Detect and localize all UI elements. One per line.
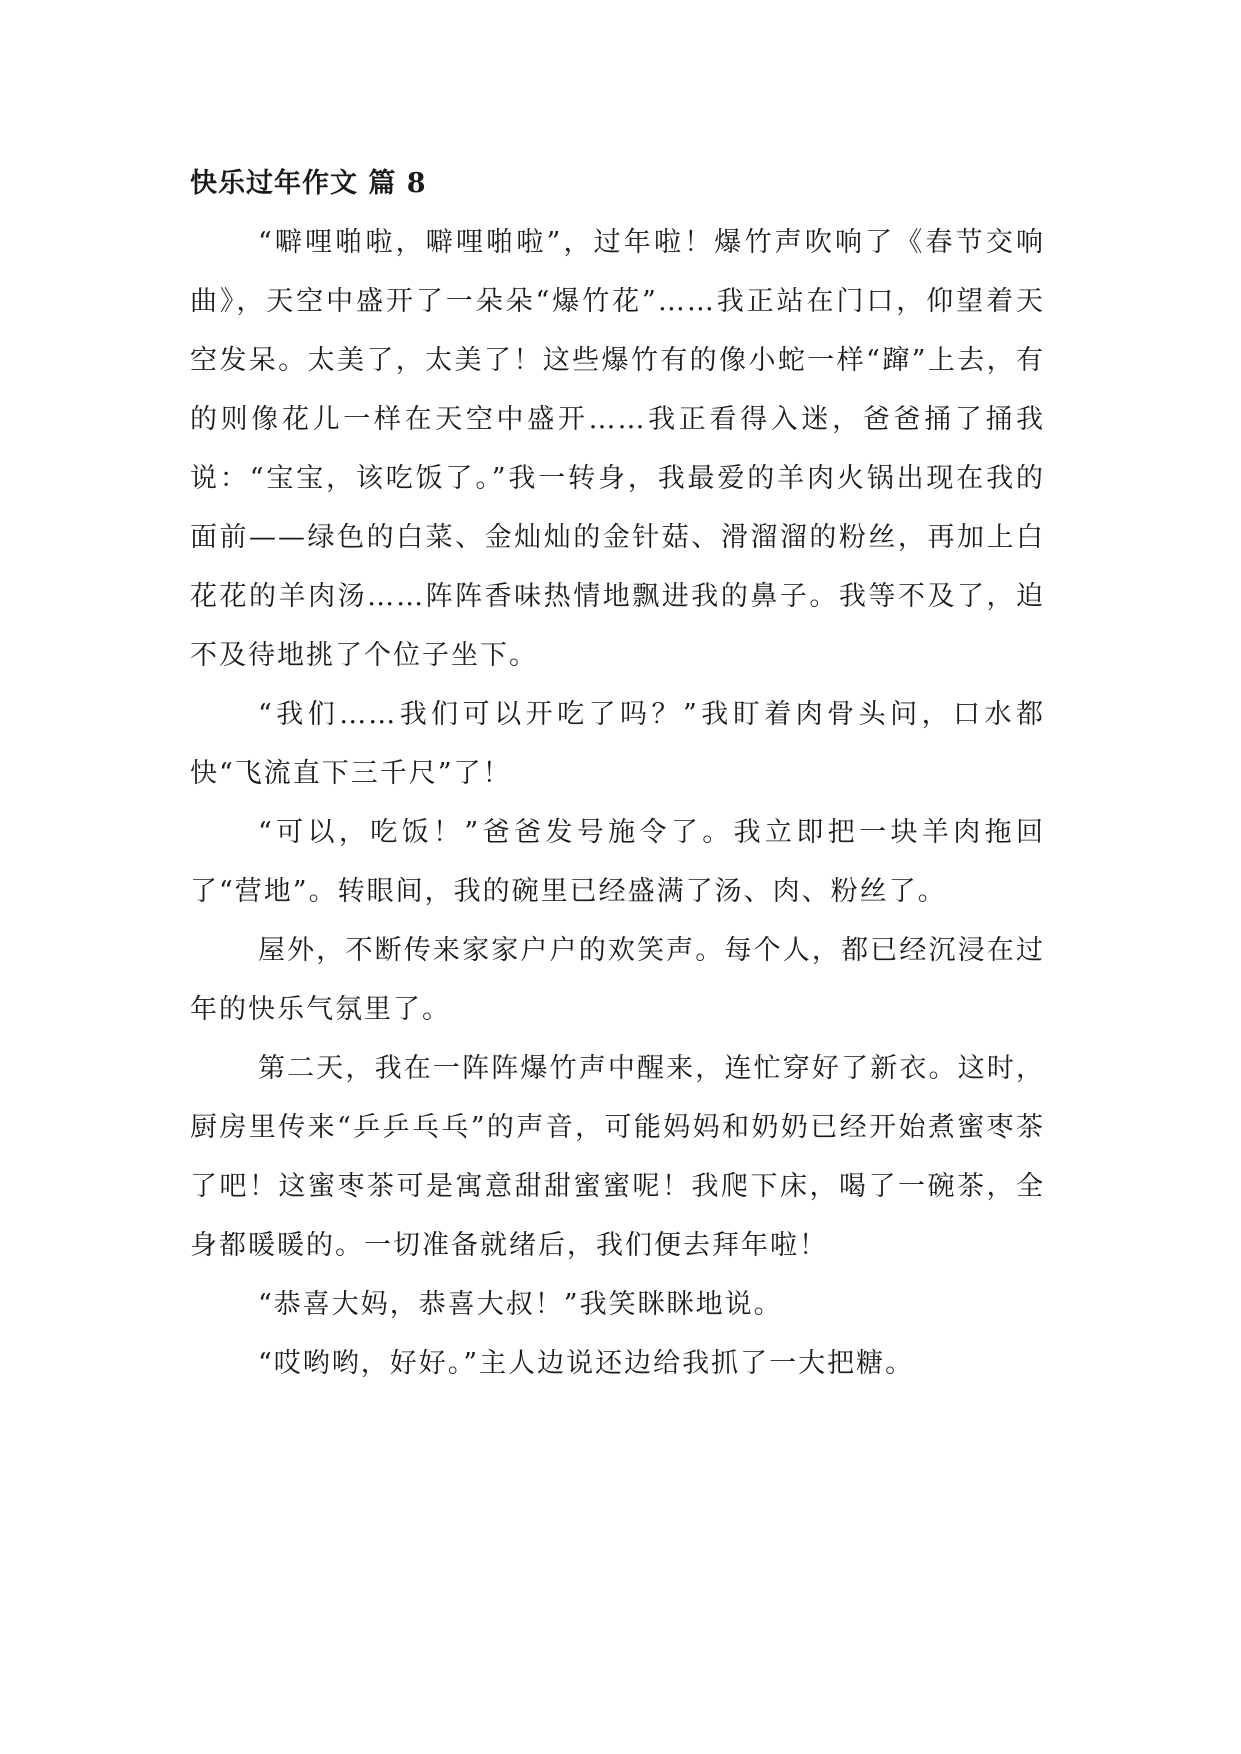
paragraph: “噼哩啪啦，噼哩啪啦”，过年啦！爆竹声吹响了《春节交响曲》，天空中盛开了一朵朵“爆竹花”……我正站在门口，仰望着天空发呆。太美了，太美了！这些爆竹有的像小蛇一样“蹿”上去，有的则像花儿一样在天空中盛开……我正看得入迷，爸爸捅了捅我说：“宝宝，该吃饭了。”我一转身，我最爱的羊肉火锅出现在我的面前——绿色的白菜、金灿灿的金针菇、滑溜溜的粉丝，再加上白花花的羊肉汤……阵阵香味热情地飘进我的鼻子。我等不及了，迫不及待地挑了个位子坐下。 [190,227,1045,671]
paragraph: 屋外，不断传来家家户户的欢笑声。每个人，都已经沉浸在过年的快乐气氛里了。 [190,935,1045,1025]
paragraph: “哎哟哟，好好。”主人边说还边给我抓了一大把糖。 [258,1348,915,1379]
paragraph: “恭喜大妈，恭喜大叔！”我笑眯眯地说。 [258,1289,783,1320]
paragraph: “可以，吃饭！”爸爸发号施令了。我立即把一块羊肉拖回了“营地”。转眼间，我的碗里已经盛满了汤、肉、粉丝了。 [190,817,1045,907]
paragraph: “我们……我们可以开吃了吗？”我盯着肉骨头问，口水都快“飞流直下三千尺”了！ [190,699,1045,789]
document-title: 快乐过年作文 篇 8 [190,168,427,199]
paragraph: 第二天，我在一阵阵爆竹声中醒来，连忙穿好了新衣。这时，厨房里传来“乒乒乓乓”的声音，可能妈妈和奶奶已经开始煮蜜枣茶了吧！这蜜枣茶可是寓意甜甜蜜蜜呢！我爬下床，喝了一碗茶，全身都暖暖的。一切准备就绪后，我们便去拜年啦！ [190,1053,1045,1261]
document-body [190,213,1045,1393]
